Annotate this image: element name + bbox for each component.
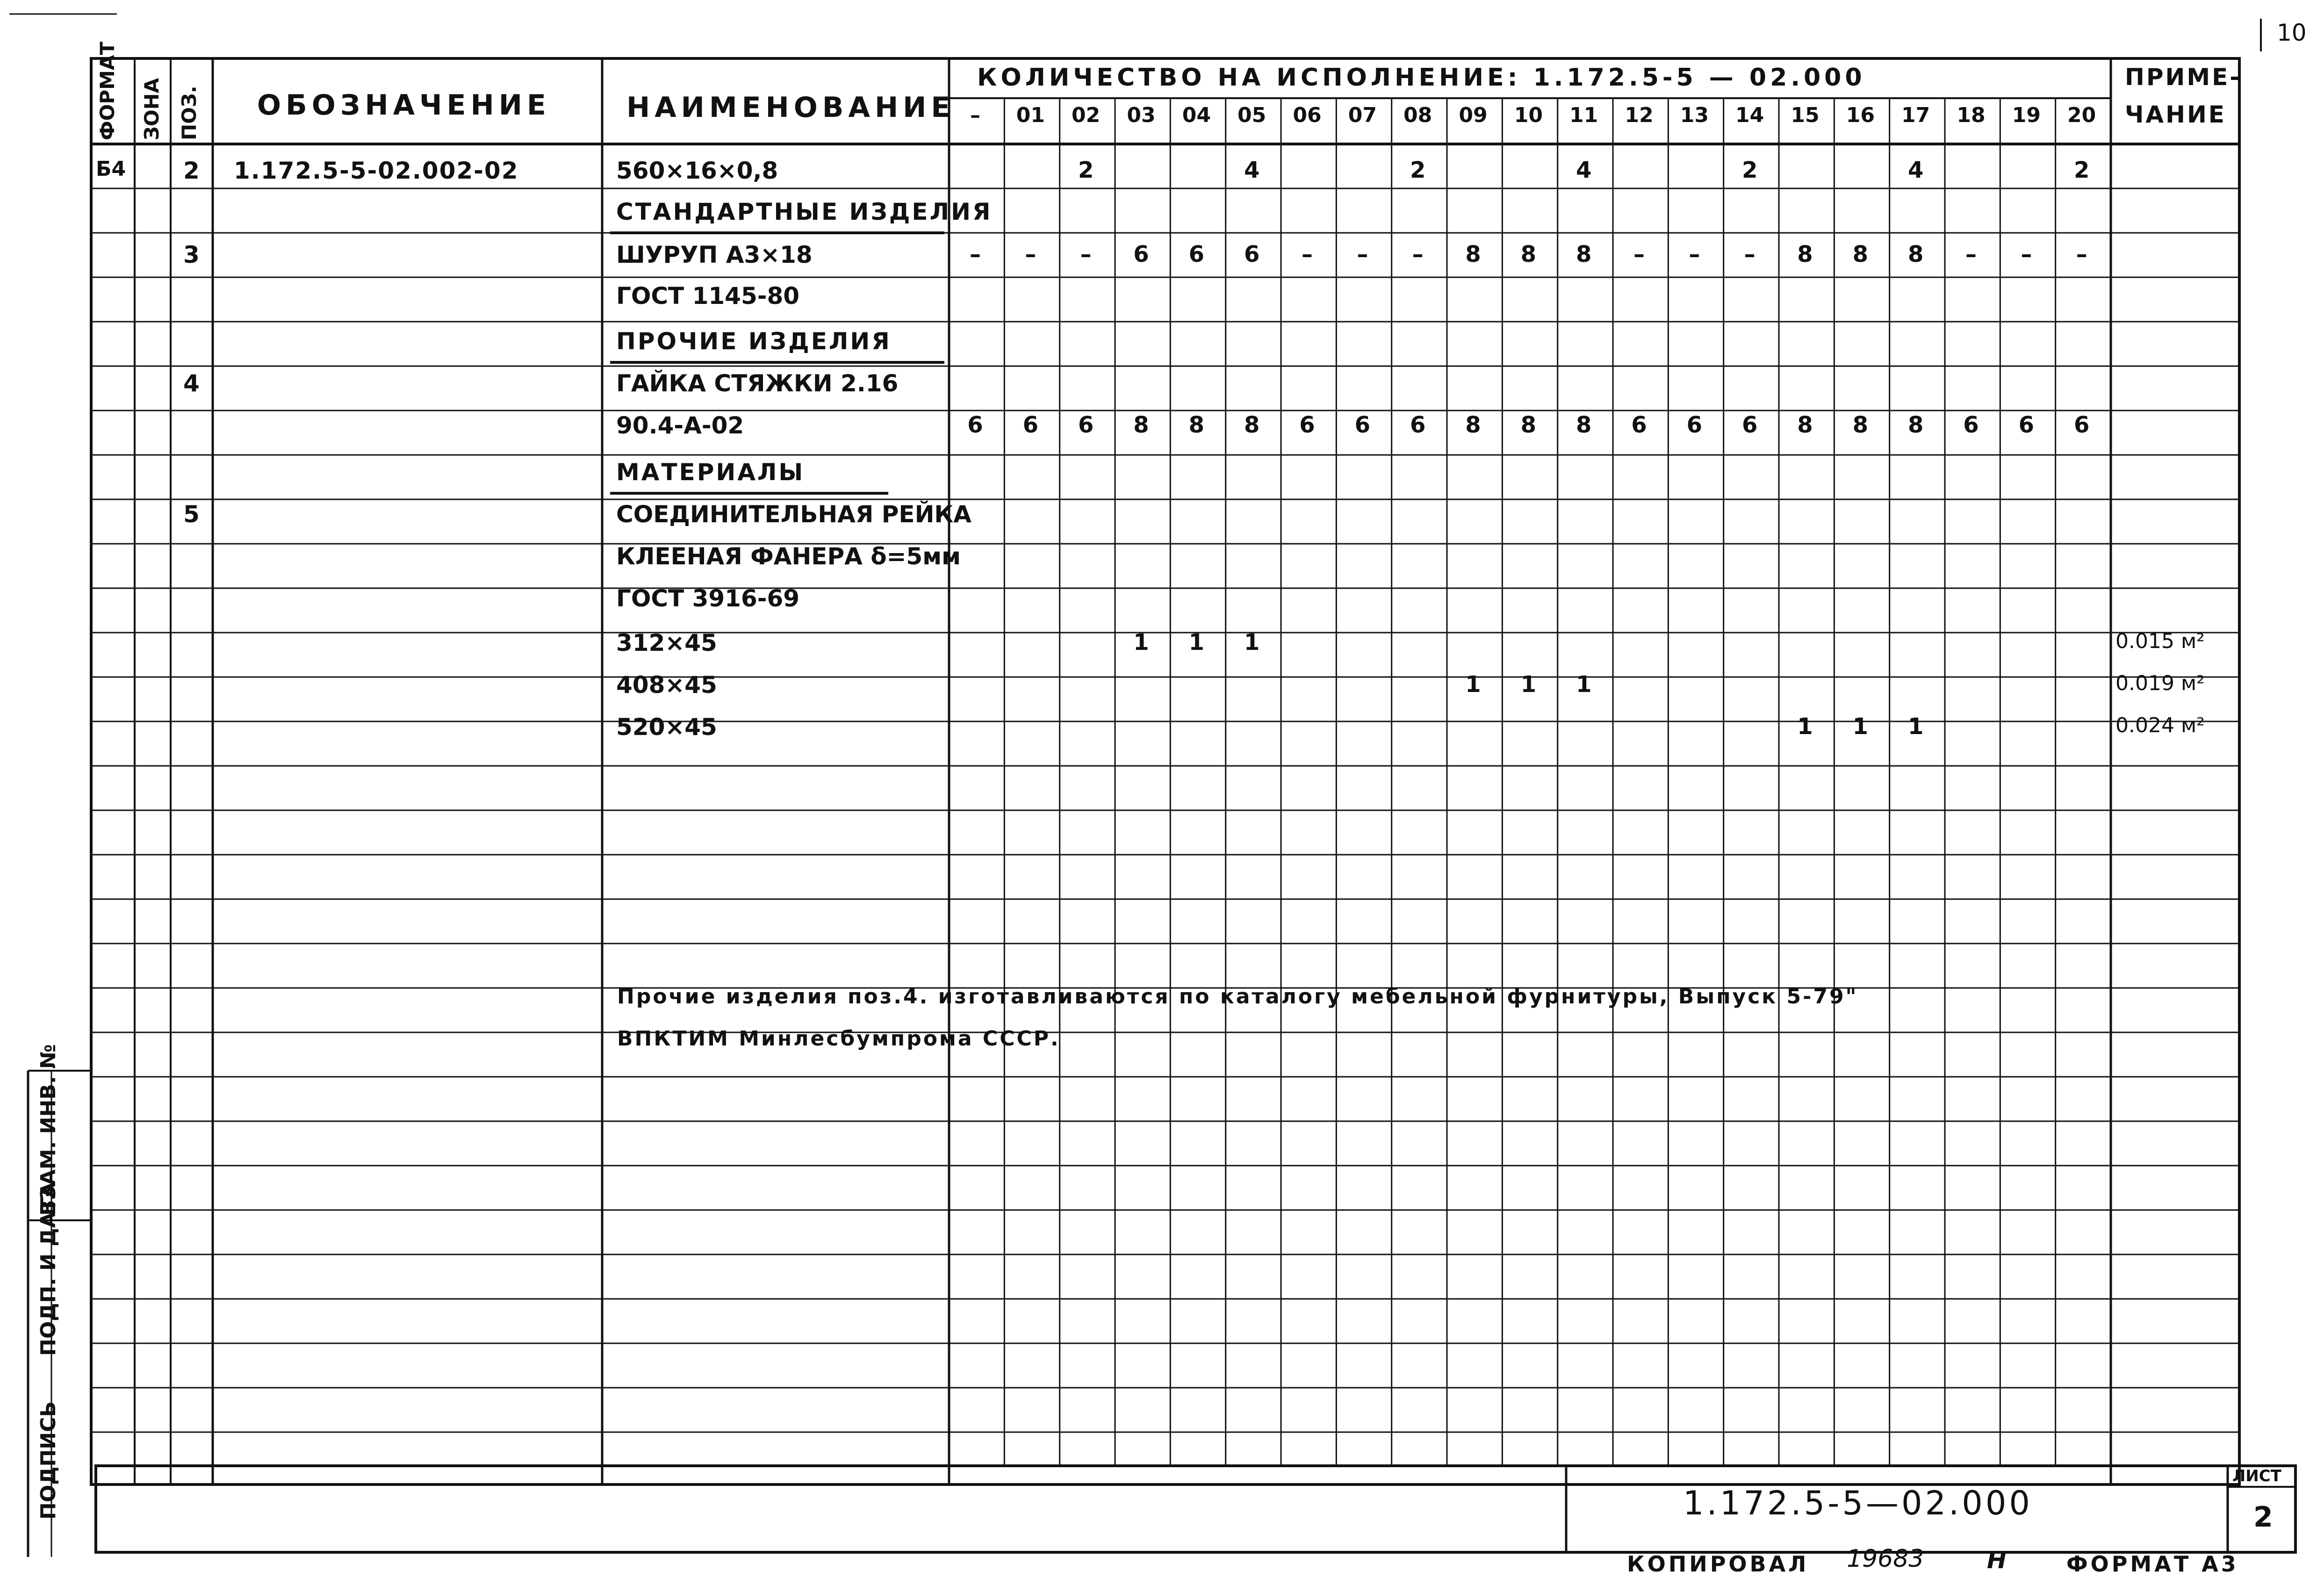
row-name: МАТЕРИАЛЫ (616, 459, 805, 486)
qty-cell: 8 (1520, 412, 1537, 438)
footnote-line2: ВПКТИМ Минлесбумпрома СССР. (617, 1027, 1060, 1051)
variant-header: 08 (1403, 103, 1432, 127)
variant-header: 02 (1072, 103, 1101, 127)
qty-cell: 6 (1354, 412, 1371, 438)
row-name: СОЕДИНИТЕЛЬНАЯ РЕЙКА (616, 501, 971, 528)
qty-cell: 6 (2073, 412, 2090, 438)
variant-header: 17 (1901, 103, 1930, 127)
qty-cell: 6 (1963, 412, 1979, 438)
qty-cell: 1 (1244, 629, 1260, 656)
variant-header: 20 (2067, 103, 2096, 127)
header-note-line2: ЧАНИЕ (2125, 101, 2226, 128)
qty-cell: 8 (1907, 241, 1924, 267)
qty-cell: 8 (1907, 412, 1924, 438)
row-name: 90.4-А-02 (616, 412, 744, 439)
variant-header: 12 (1625, 103, 1654, 127)
variant-header: 10 (1514, 103, 1543, 127)
variant-header: 18 (1957, 103, 1986, 127)
row-format: Б4 (96, 157, 126, 181)
qty-cell: 8 (1133, 412, 1149, 438)
copied-by: 19683 (1847, 1545, 1924, 1573)
qty-cell: 6 (1631, 412, 1647, 438)
row-note: 0.024 м² (2115, 713, 2205, 737)
qty-cell: 1 (1907, 713, 1924, 740)
qty-cell: 6 (967, 412, 983, 438)
row-name: ШУРУП А3×18 (616, 241, 813, 268)
row-note: 0.015 м² (2115, 629, 2205, 653)
qty-cell: 8 (1576, 412, 1592, 438)
variant-header: 07 (1348, 103, 1377, 127)
qty-cell: 8 (1852, 241, 1869, 267)
qty-cell: – (1025, 241, 1036, 267)
qty-cell: 4 (1244, 157, 1260, 183)
qty-cell: 8 (1576, 241, 1592, 267)
qty-cell: 8 (1465, 241, 1481, 267)
variant-header: 15 (1791, 103, 1820, 127)
row-pos: 3 (183, 241, 200, 268)
row-name: 520×45 (616, 713, 717, 741)
row-name: ПРОЧИЕ ИЗДЕЛИЯ (616, 328, 892, 355)
header-format: ФОРМАТ (96, 41, 119, 140)
row-name: ГАЙКА СТЯЖКИ 2.16 (616, 370, 899, 397)
qty-cell: – (1080, 241, 1092, 267)
header-quantity: КОЛИЧЕСТВО НА ИСПОЛНЕНИЕ: 1.172.5-5 — 02.000 (977, 64, 1866, 92)
qty-cell: – (2021, 241, 2032, 267)
qty-cell: 2 (2073, 157, 2090, 183)
copied-mark: Н (1987, 1547, 2007, 1574)
header-pos: ПОЗ. (178, 86, 201, 140)
header-designation: ОБОЗНАЧЕНИЕ (257, 89, 551, 122)
qty-cell: 6 (1244, 241, 1260, 267)
variant-header: 01 (1016, 103, 1045, 127)
qty-cell: – (2076, 241, 2087, 267)
qty-cell: 6 (1078, 412, 1094, 438)
qty-cell: 2 (1410, 157, 1426, 183)
qty-cell: 2 (1741, 157, 1758, 183)
format-label: ФОРМАТ А3 (2066, 1551, 2239, 1577)
qty-cell: 1 (1133, 629, 1149, 656)
header-note-line1: ПРИМЕ- (2125, 64, 2241, 91)
qty-cell: 6 (2018, 412, 2035, 438)
side-label-vzam: ВЗАМ. ИНВ. № (36, 1044, 60, 1216)
row-name: ГОСТ 3916-69 (616, 585, 800, 612)
stamp-sheet-label: ЛИСТ (2232, 1467, 2281, 1485)
qty-cell: 8 (1852, 412, 1869, 438)
qty-cell: 8 (1797, 412, 1813, 438)
qty-cell: 2 (1078, 157, 1094, 183)
qty-cell: 1 (1520, 671, 1537, 698)
row-name: 408×45 (616, 671, 717, 699)
variant-header: – (970, 103, 980, 127)
variant-header: 09 (1459, 103, 1488, 127)
variant-header: 16 (1846, 103, 1875, 127)
qty-cell: 8 (1244, 412, 1260, 438)
header-name: НАИМЕНОВАНИЕ (626, 91, 955, 124)
header-zone: ЗОНА (140, 78, 163, 140)
row-pos: 4 (183, 370, 200, 397)
side-label-sign-date: ПОДП. И ДАТА (36, 1182, 60, 1356)
qty-cell: – (1744, 241, 1756, 267)
qty-cell: 1 (1576, 671, 1592, 698)
qty-cell: – (1689, 241, 1700, 267)
qty-cell: 6 (1188, 241, 1205, 267)
variant-header: 06 (1293, 103, 1322, 127)
row-name: 312×45 (616, 629, 717, 656)
row-name: СТАНДАРТНЫЕ ИЗДЕЛИЯ (616, 198, 993, 225)
qty-cell: 8 (1465, 412, 1481, 438)
row-note: 0.019 м² (2115, 671, 2205, 695)
row-designation: 1.172.5-5-02.002-02 (234, 157, 519, 184)
row-pos: 2 (183, 157, 200, 184)
stamp-sheet-number: 2 (2253, 1501, 2273, 1534)
qty-cell: 8 (1188, 412, 1205, 438)
qty-cell: – (970, 241, 981, 267)
qty-cell: 6 (1022, 412, 1039, 438)
variant-header: 03 (1127, 103, 1156, 127)
qty-cell: – (1357, 241, 1368, 267)
qty-cell: – (1412, 241, 1424, 267)
variant-header: 14 (1735, 103, 1764, 127)
qty-cell: 1 (1797, 713, 1813, 740)
variant-header: 05 (1238, 103, 1266, 127)
variant-header: 11 (1569, 103, 1598, 127)
qty-cell: 8 (1520, 241, 1537, 267)
row-pos: 5 (183, 501, 200, 528)
qty-cell: 4 (1907, 157, 1924, 183)
qty-cell: – (1302, 241, 1313, 267)
qty-cell: 1 (1852, 713, 1869, 740)
qty-cell: 1 (1188, 629, 1205, 656)
qty-cell: 6 (1133, 241, 1149, 267)
qty-cell: – (1633, 241, 1645, 267)
qty-cell: – (1965, 241, 1977, 267)
stamp-designation: 1.172.5-5—02.000 (1683, 1484, 2033, 1522)
qty-cell: 6 (1299, 412, 1315, 438)
side-label-sign-prefix: ПОДПИСЬ (36, 1401, 60, 1520)
copied-label: КОПИРОВАЛ (1627, 1551, 1809, 1577)
row-name: ГОСТ 1145-80 (616, 282, 800, 310)
row-name: КЛЕЕНАЯ ФАНЕРА δ=5мм (616, 543, 961, 570)
qty-cell: 1 (1465, 671, 1481, 698)
qty-cell: 4 (1576, 157, 1592, 183)
variant-header: 19 (2012, 103, 2041, 127)
row-name: 560×16×0,8 (616, 157, 778, 184)
variant-header: 04 (1182, 103, 1211, 127)
page-number: 10 (2277, 19, 2307, 46)
qty-cell: 6 (1741, 412, 1758, 438)
variant-header: 13 (1680, 103, 1709, 127)
footnote-line1: Прочие изделия поз.4. изготавливаются по каталогу мебельной фурнитуры, Выпуск 5-79" (617, 985, 1858, 1009)
qty-cell: 6 (1410, 412, 1426, 438)
qty-cell: 6 (1686, 412, 1703, 438)
qty-cell: 8 (1797, 241, 1813, 267)
